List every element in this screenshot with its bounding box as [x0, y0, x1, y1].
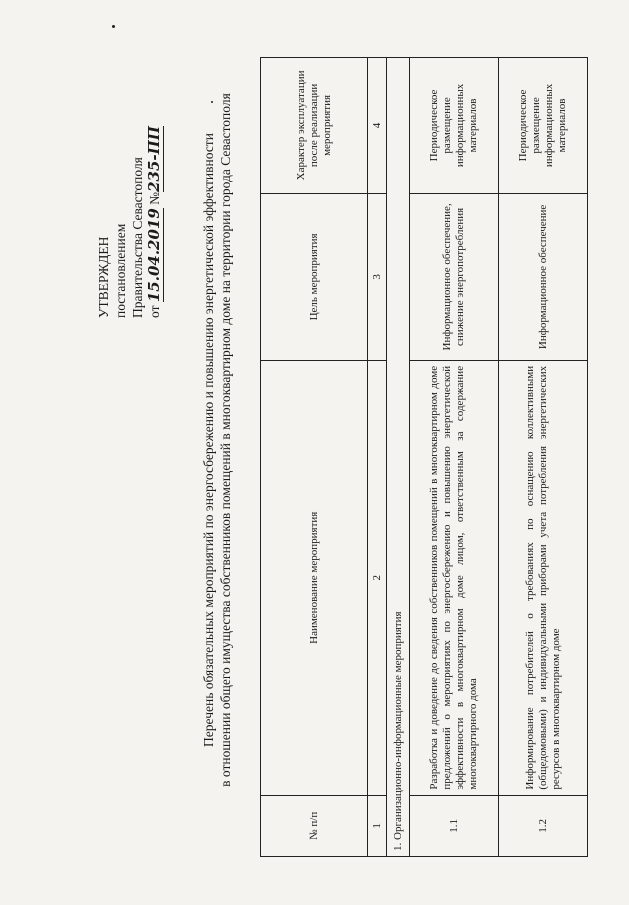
header-num: № п/п	[261, 795, 368, 856]
date-prefix: от	[147, 305, 162, 318]
section-row	[387, 58, 410, 857]
measures-table	[260, 57, 588, 857]
column-number: 4	[368, 58, 387, 194]
document-title	[200, 45, 234, 835]
number-value: 235-ПП	[145, 126, 163, 192]
approval-block	[95, 126, 164, 318]
approval-line-2: постановлением	[113, 223, 128, 318]
date-value: 15.04.2019	[145, 208, 163, 303]
row-num: 1.2	[499, 795, 588, 856]
column-number: 1	[368, 795, 387, 856]
row-name: Разработка и доведение до сведения собственников помещений в многоквартирном доме предложений о мероприятиях по энергосбережению и повышению энергетической эффективности в многоквартирном доме лицом, ответственным за содержание многоквартирного дома	[410, 360, 499, 795]
row-character: Периодическое размещение информационных материалов	[410, 58, 499, 194]
approval-heading: УТВЕРЖДЕН	[96, 236, 111, 318]
section-title: 1. Организационно-информационные мероприятия	[387, 58, 410, 857]
title-line-2: в отношении общего имущества собственников помещений в многоквартирном доме на территории города Севастополя	[218, 93, 233, 787]
column-number: 2	[368, 360, 387, 795]
approval-date-line	[146, 126, 164, 318]
table-header-row	[261, 58, 368, 857]
approval-line-3: Правительства Севастополя	[130, 157, 145, 318]
table-row	[410, 58, 499, 857]
title-line-1: Перечень обязательных мероприятий по энергосбережению и повышению энергетической эффективности	[201, 133, 216, 747]
row-goal: Информационное обеспечение	[499, 193, 588, 360]
number-prefix: №	[147, 191, 162, 205]
header-goal: Цель мероприятия	[261, 193, 368, 360]
row-num: 1.1	[410, 795, 499, 856]
row-character: Периодическое размещение информационных материалов	[499, 58, 588, 194]
header-character: Характер эксплуатации после реализации мероприятия	[261, 58, 368, 194]
header-name: Наименование мероприятия	[261, 360, 368, 795]
column-number-row	[368, 58, 387, 857]
row-name: Информирование потребителей о требованиях по оснащению коллективными (общедомовыми) и индивидуальными приборами учета потребления энергетических ресурсов в многоквартирном доме	[499, 360, 588, 795]
table-row	[499, 58, 588, 857]
column-number: 3	[368, 193, 387, 360]
row-goal: Информационное обеспечение, снижение энергопотребления	[410, 193, 499, 360]
